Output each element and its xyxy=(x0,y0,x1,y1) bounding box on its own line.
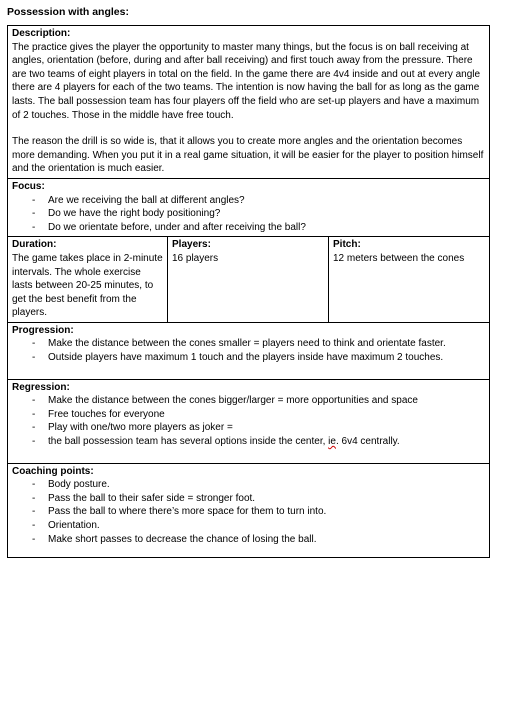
coaching-list xyxy=(12,478,485,546)
list-item: - Body posture. xyxy=(32,478,485,492)
pitch-cell xyxy=(329,237,489,322)
progression-list xyxy=(12,337,485,364)
coaching-heading: Coaching points: xyxy=(12,465,94,477)
list-item: - Pass the ball to their safer side = stronger foot. xyxy=(32,492,485,506)
description-paragraph-1: The practice gives the player the opportunity to master many things, but the focus is on ball receiving at angles, orientation (before, during and after ball receiving) and first touch away from the pressure. There are two teams of eight players in total on the field. In the game there are 4v4 inside and out at every angle there are 4 players for each of the two teams. The intention is now having the ball for as long as the game lasts. The ball possession team has four players off the field who are set-up players and have a maximum of 2 touches. Those in the middle have free touch. xyxy=(12,41,481,121)
description-section xyxy=(8,26,489,179)
regression-section xyxy=(8,380,489,464)
list-item: - Pass the ball to where there’s more space for them to turn into. xyxy=(32,505,485,519)
list-item: - Are we receiving the ball at different angles? xyxy=(32,194,485,208)
progression-section xyxy=(8,323,489,380)
focus-section xyxy=(8,179,489,237)
pitch-text: 12 meters between the cones xyxy=(333,252,465,264)
pitch-heading: Pitch: xyxy=(333,239,361,251)
regression-list xyxy=(12,394,485,448)
list-item: - Orientation. xyxy=(32,519,485,533)
paragraph-gap xyxy=(12,122,485,135)
list-item: - Do we orientate before, under and after receiving the ball? xyxy=(32,221,485,235)
duration-cell xyxy=(8,237,168,322)
focus-list xyxy=(12,194,485,235)
description-paragraph-2: The reason the drill is so wide is, that it allows you to create more angles and the orientation becomes more demanding. When you put it in a real game situation, it will be easier for the player to position himself and the orientation is much easier. xyxy=(12,136,484,175)
coaching-section xyxy=(8,464,489,559)
progression-heading: Progression: xyxy=(12,324,74,336)
details-row xyxy=(8,237,489,323)
players-text: 16 players xyxy=(172,252,219,264)
list-item xyxy=(32,435,485,449)
description-heading: Description: xyxy=(12,28,71,39)
regression-last-after: . 6v4 centrally. xyxy=(335,436,400,448)
duration-heading: Duration: xyxy=(12,239,57,251)
focus-heading: Focus: xyxy=(12,180,45,192)
list-item: - Free touches for everyone xyxy=(32,408,485,422)
regression-heading: Regression: xyxy=(12,381,70,393)
regression-last-before: the ball possession team has several options inside the center, xyxy=(48,436,329,448)
list-item: - Make short passes to decrease the chance of losing the ball. xyxy=(32,533,485,547)
duration-text: The game takes place in 2-minute intervals. The whole exercise lasts between 20-25 minutes, to get the best benefit from the players. xyxy=(12,252,163,319)
players-heading: Players: xyxy=(172,239,211,251)
list-item: - Outside players have maximum 1 touch and the players inside have maximum 2 touches. xyxy=(32,351,485,365)
list-item: - Make the distance between the cones bigger/larger = more opportunities and space xyxy=(32,394,485,408)
list-item: - Play with one/two more players as joker = xyxy=(32,421,485,435)
drill-table xyxy=(7,25,490,558)
list-item: - Do we have the right body positioning? xyxy=(32,207,485,221)
document-title: Possession with angles: xyxy=(7,6,129,18)
spellcheck-ie: ie xyxy=(328,436,336,448)
list-item: - Make the distance between the cones smaller = players need to think and orientate faster. xyxy=(32,337,485,351)
players-cell xyxy=(168,237,329,322)
